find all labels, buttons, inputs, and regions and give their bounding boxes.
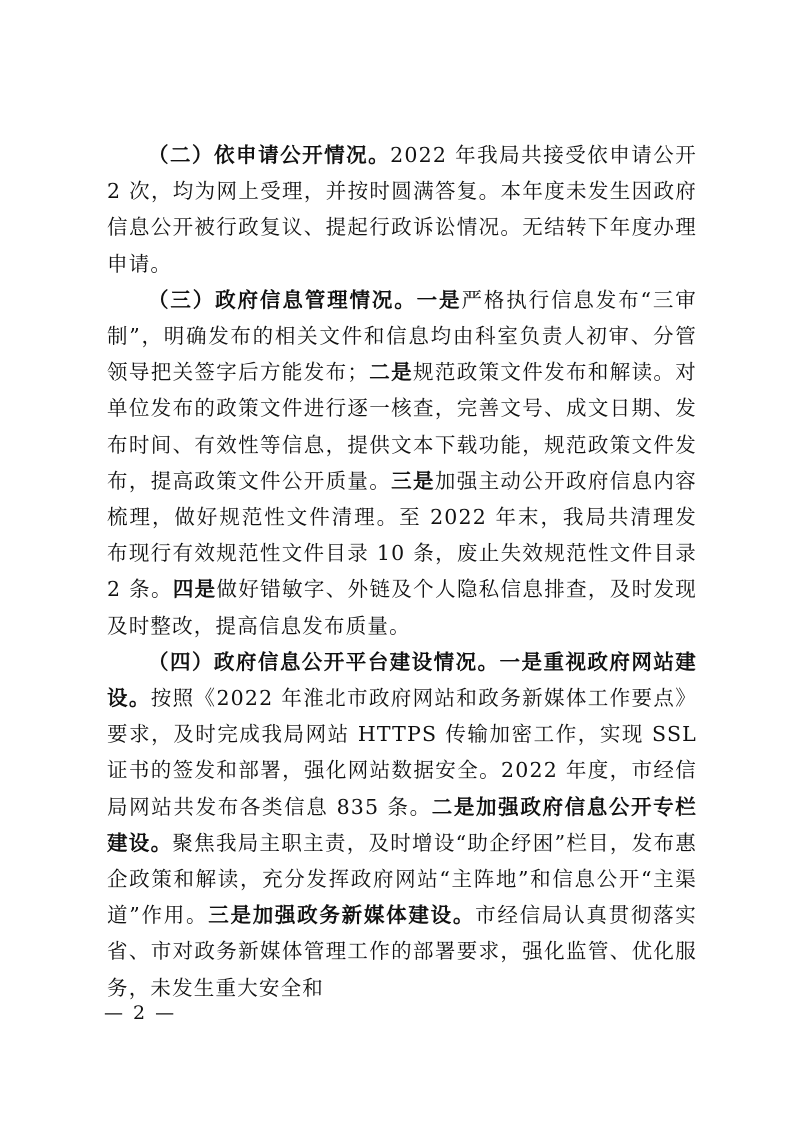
paragraph-platform-construction <box>107 644 697 1006</box>
bold-marker: 三是 <box>391 468 435 493</box>
bold-marker: 四是 <box>172 577 217 602</box>
document-body <box>107 137 697 1006</box>
heading-platform-construction: （四）政府信息公开平台建设情况。一是重视政府网站建设。 <box>107 649 697 711</box>
paragraph-information-management <box>107 282 697 644</box>
paragraph-text: 市经信局认真贯彻落实省、市对政务新媒体管理工作的部署要求，强化监管、优化服务，未发生重大安全和 <box>107 903 698 1000</box>
bold-marker: 二是加强政府信息公开专栏建设。 <box>107 794 698 855</box>
paragraph-text: 加强主动公开政府信息内容梳理，做好规范性文件清理。至 2022 年末，我局共清理发布现行有效规范性文件目录 10 条，废止失效规范性文件目录 2 条。 <box>107 468 697 602</box>
paragraph-text: 聚焦我局主职主责，及时增设“助企纾困”栏目，发布惠企政策和解读，充分发挥政府网站“主阵地”和信息公开“主渠道”作用。 <box>107 830 697 928</box>
heading-application-disclosure: （二）依申请公开情况。 <box>148 143 391 167</box>
paragraph-text: 按照《2022 年淮北市政府网站和政务新媒体工作要点》要求，及时完成我局网站 HTTPS 传输加密工作，实现 SSL 证书的签发和部署，强化网站数据安全。2022 年度，市经信局网站共发布各类信息 835 条。 <box>107 686 697 819</box>
paragraph-text: 2022 年我局共接受依申请公开 2 次，均为网上受理，并按时圆满答复。本年度未发生因政府信息公开被行政复议、提起行政诉讼情况。无结转下年度办理申请。 <box>107 143 697 276</box>
bold-marker: 三是加强政务新媒体建设。 <box>208 903 476 928</box>
page-number: — 2 — <box>104 1002 177 1024</box>
paragraph-application-disclosure <box>107 137 697 282</box>
bold-marker: 二是 <box>369 360 413 385</box>
paragraph-text: 严格执行信息发布“三审制”，明确发布的相关文件和信息均由科室负责人初审、分管领导把关签字后方能发布； <box>107 287 697 385</box>
paragraph-text: 规范政策文件发布和解读。对单位发布的政策文件进行逐一核查，完善文号、成文日期、发布时间、有效性等信息，提供文本下载功能，规范政策文件发布，提高政策文件公开质量。 <box>107 360 697 493</box>
paragraph-text: 做好错敏字、外链及个人隐私信息排查，及时发现及时整改，提高信息发布质量。 <box>107 577 698 638</box>
heading-information-management: （三）政府信息管理情况。一是 <box>148 287 462 312</box>
